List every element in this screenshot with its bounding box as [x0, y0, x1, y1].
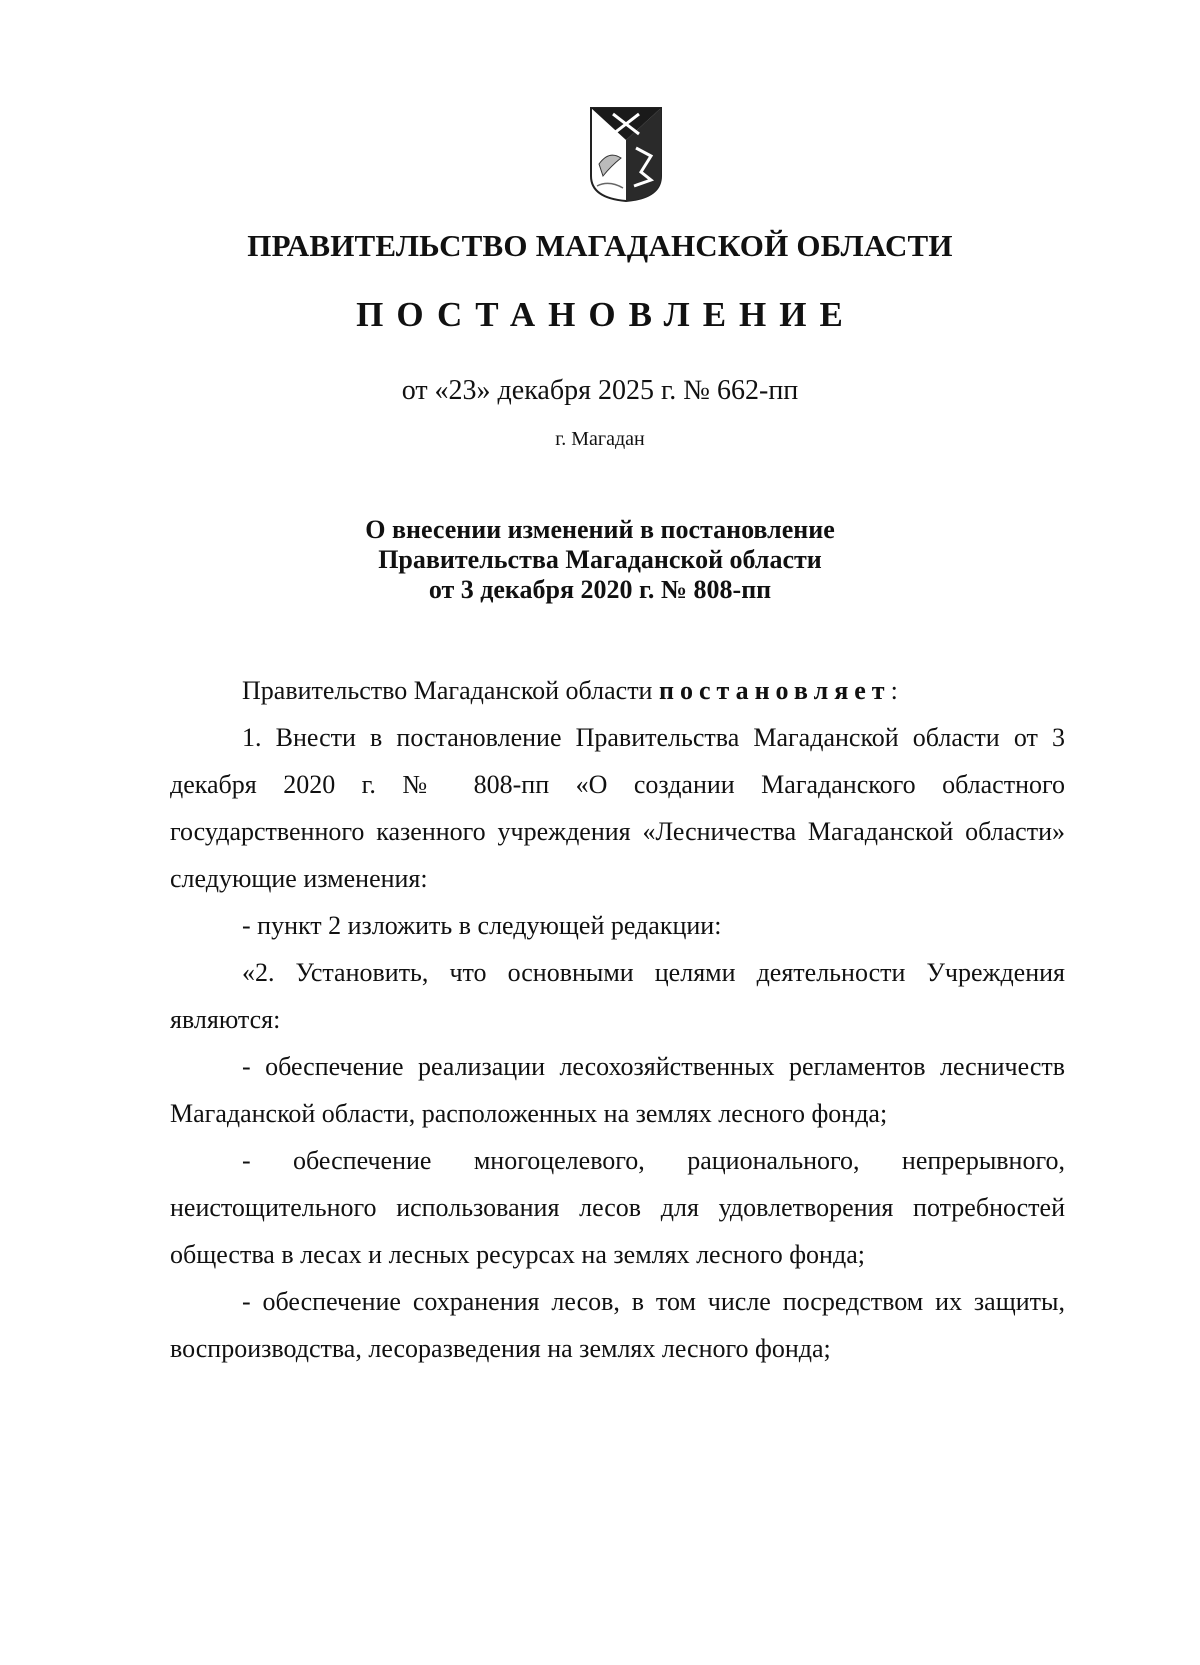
intro-paragraph — [170, 667, 1065, 714]
document-type: ПОСТАНОВЛЕНИЕ — [356, 295, 856, 334]
paragraph-3: «2. Установить, что основными целями деятельности Учреждения являются: — [170, 958, 1065, 1034]
paragraph-6: - обеспечение сохранения лесов, в том числе посредством их защиты, воспроизводства, лесоразведения на землях лесного фонда; — [170, 1287, 1065, 1363]
document-subject — [0, 515, 1200, 605]
document-date-number: от «23» декабря 2025 г. № 662-пп — [401, 375, 799, 406]
subject-line-3: от 3 декабря 2020 г. № 808-пп — [428, 575, 772, 604]
document-city: г. Магадан — [555, 428, 645, 450]
paragraph-4: - обеспечение реализации лесохозяйственных регламентов лесничеств Магаданской области, расположенных на землях лесного фонда; — [170, 1052, 1065, 1128]
decree-word: постановляет — [658, 676, 891, 705]
document-body — [170, 667, 1065, 1372]
intro-suffix: : — [890, 676, 898, 705]
org-name: ПРАВИТЕЛЬСТВО МАГАДАНСКОЙ ОБЛАСТИ — [247, 228, 953, 263]
paragraph-1: 1. Внести в постановление Правительства Магаданской области от 3 декабря 2020 г. № 808-пп «О создании Магаданского областного государственного казенного учреждения «Лесничества Магаданской области» следующие изменения: — [170, 723, 1065, 893]
paragraph-2: - пункт 2 изложить в следующей редакции: — [242, 911, 722, 940]
subject-line-1: О внесении изменений в постановление — [365, 515, 835, 544]
paragraph-5: - обеспечение многоцелевого, рационального, непрерывного, неистощительного использования лесов для удовлетворения потребностей общества в лесах и лесных ресурсах на землях лесного фонда; — [170, 1146, 1065, 1269]
subject-line-2: Правительства Магаданской области — [378, 545, 822, 574]
intro-prefix: Правительство Магаданской области — [242, 676, 653, 705]
coat-of-arms-icon — [589, 106, 663, 202]
